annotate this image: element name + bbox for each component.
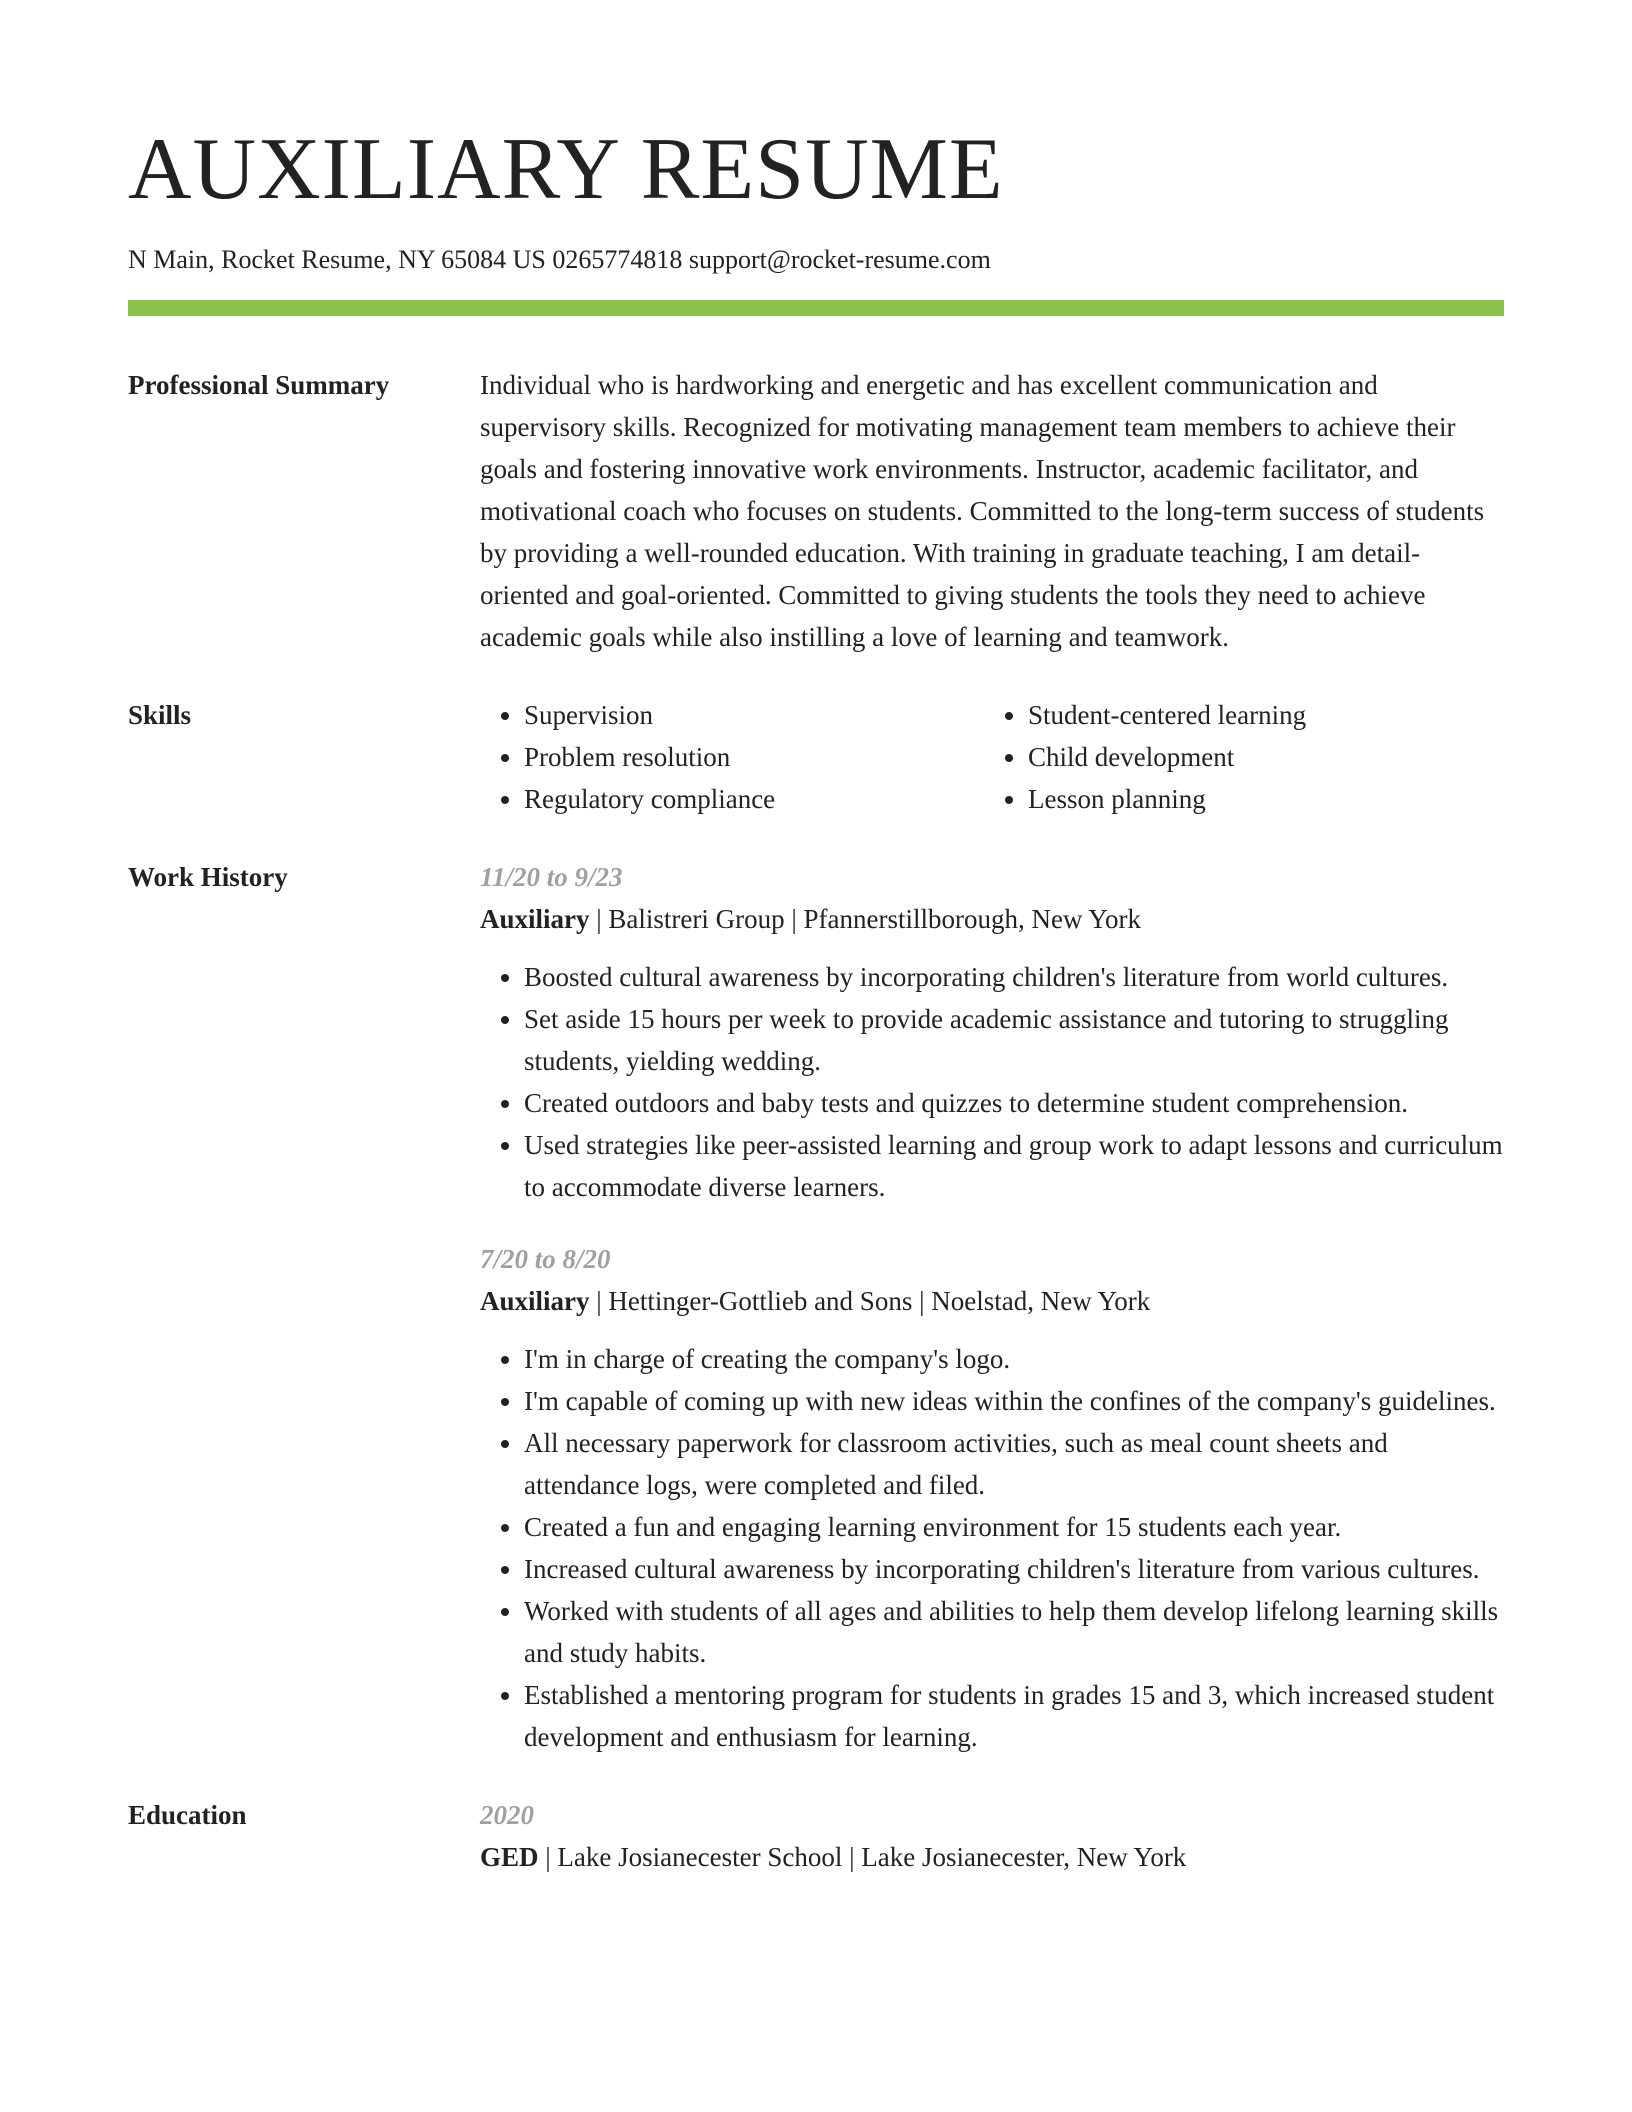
skill-item: • Child development: [1028, 736, 1488, 778]
skill-item: • Problem resolution: [524, 736, 984, 778]
job-title: Auxiliary: [480, 904, 590, 934]
job-bullets: [480, 956, 1504, 1208]
section-label-skills: Skills: [128, 700, 192, 730]
skills-list-left: [480, 694, 984, 820]
section-label-work: Work History: [128, 862, 288, 892]
education-line: [480, 1836, 1504, 1878]
skill-item: • Supervision: [524, 694, 984, 736]
job-bullet: • I'm in charge of creating the company's logo.: [524, 1338, 1504, 1380]
job-employer: | Hettinger-Gottlieb and Sons | Noelstad, New York: [589, 1286, 1151, 1316]
job-bullet: • I'm capable of coming up with new ideas within the confines of the company's guidelines.: [524, 1380, 1504, 1422]
job-bullet: • Boosted cultural awareness by incorporating children's literature from world cultures.: [524, 956, 1504, 998]
section-education: [128, 1794, 1504, 1878]
job-bullet: • All necessary paperwork for classroom activities, such as meal count sheets and attendance logs, were completed and filed.: [524, 1422, 1504, 1506]
job-bullet: • Set aside 15 hours per week to provide academic assistance and tutoring to struggling students, yielding wedding.: [524, 998, 1504, 1082]
resume-title: AUXILIARY RESUME: [128, 121, 1004, 218]
job-bullet: • Created a fun and engaging learning environment for 15 students each year.: [524, 1506, 1504, 1548]
job-dates: 11/20 to 9/23: [480, 862, 623, 892]
section-summary: [128, 364, 1504, 658]
job-bullets: [480, 1338, 1504, 1758]
job-title-line: [480, 898, 1504, 940]
section-work-history: [128, 856, 1504, 1758]
job-employer: | Balistreri Group | Pfannerstillborough, New York: [589, 904, 1142, 934]
skill-item: • Student-centered learning: [1028, 694, 1488, 736]
education-dates: 2020: [480, 1800, 534, 1830]
summary-text: Individual who is hardworking and energetic and has excellent communication and supervisory skills. Recognized for motivating management team members to achieve their goals and fostering innovative work environments. Instructor, academic facilitator, and motivational coach who focuses on students. Committed to the long-term success of students by providing a well-rounded education. With training in graduate teaching, I am detail-oriented and goal-oriented. Committed to giving students the tools they need to achieve academic goals while also instilling a love of learning and teamwork.: [480, 370, 1485, 652]
job-bullet: • Created outdoors and baby tests and quizzes to determine student comprehension.: [524, 1082, 1504, 1124]
section-body-skills: [480, 694, 1504, 820]
section-body-summary: [480, 364, 1504, 658]
job-entry: [480, 1238, 1504, 1758]
contact-info: N Main, Rocket Resume, NY 65084 US 0265774818 support@rocket-resume.com: [128, 245, 991, 274]
skills-grid: [480, 694, 1504, 820]
section-label-education: Education: [128, 1800, 247, 1830]
section-body-work: [480, 856, 1504, 1758]
job-bullet: • Worked with students of all ages and abilities to help them develop lifelong learning skills and study habits.: [524, 1590, 1504, 1674]
job-bullet: • Increased cultural awareness by incorporating children's literature from various cultures.: [524, 1548, 1504, 1590]
skill-item: • Regulatory compliance: [524, 778, 984, 820]
job-bullet: • Established a mentoring program for students in grades 15 and 3, which increased student development and enthusiasm for learning.: [524, 1674, 1504, 1758]
education-degree: GED: [480, 1842, 539, 1872]
skills-list-right: [984, 694, 1488, 820]
job-title: Auxiliary: [480, 1286, 590, 1316]
job-entry: [480, 856, 1504, 1208]
section-skills: [128, 694, 1504, 820]
job-dates: 7/20 to 8/20: [480, 1244, 611, 1274]
skill-item: • Lesson planning: [1028, 778, 1488, 820]
section-label-summary: Professional Summary: [128, 370, 390, 400]
resume-page: [128, 120, 1504, 1878]
section-body-education: [480, 1794, 1504, 1878]
job-bullet: • Used strategies like peer-assisted learning and group work to adapt lessons and curriculum to accommodate diverse learners.: [524, 1124, 1504, 1208]
education-school: | Lake Josianecester School | Lake Josianecester, New York: [538, 1842, 1187, 1872]
header-divider: [128, 300, 1504, 316]
job-title-line: [480, 1280, 1504, 1322]
